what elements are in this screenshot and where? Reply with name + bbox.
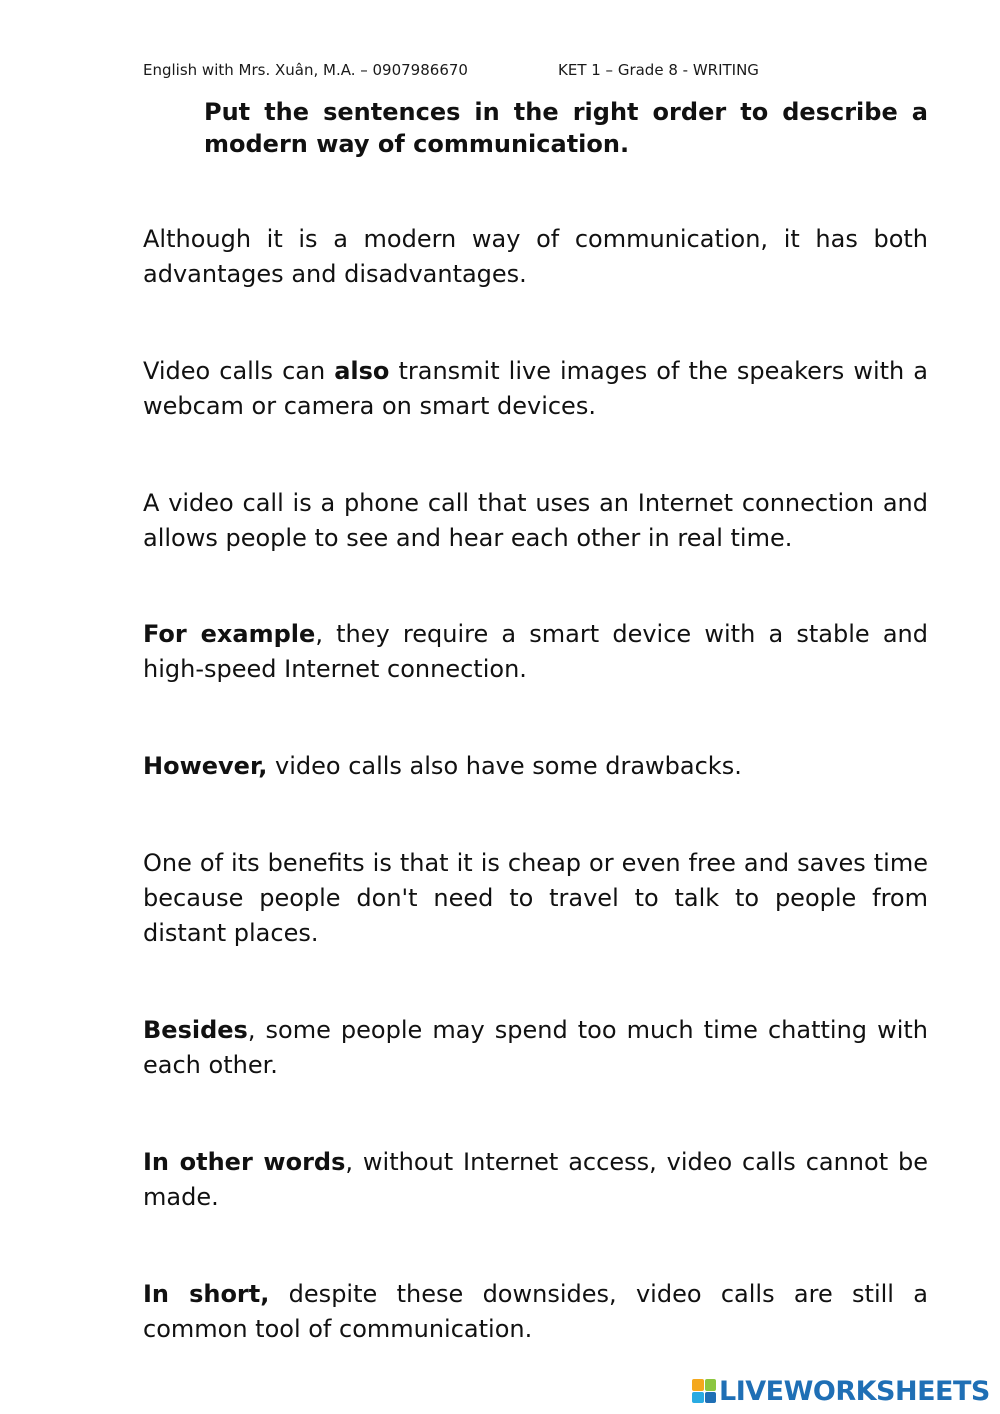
logo-square-3	[692, 1392, 704, 1404]
sentence-8-lead: In other words	[143, 1148, 346, 1176]
sentence-2	[143, 354, 928, 424]
sentence-4	[143, 617, 928, 687]
sentence-9-lead: In short,	[143, 1280, 270, 1308]
logo-square-1	[692, 1379, 704, 1391]
sentence-4-text: , they require a smart device with a stable and high-speed Internet connection.	[143, 620, 928, 683]
sentence-6-text: One of its benefits is that it is cheap or even free and saves time because people don't need to travel to talk to people from distant places.	[143, 849, 928, 947]
sentence-9	[143, 1277, 928, 1347]
sentence-2-after: transmit live images of the speakers with a webcam or camera on smart devices.	[143, 357, 928, 420]
sentence-5	[143, 749, 928, 784]
sentence-8	[143, 1145, 928, 1215]
sentence-1	[143, 222, 928, 292]
sentence-2-bold: also	[334, 357, 390, 385]
header-teacher-contact: English with Mrs. Xuân, M.A. – 0907986670	[143, 61, 468, 79]
page-header	[143, 61, 759, 79]
logo-wordmark: LIVEWORKSHEETS	[719, 1375, 990, 1407]
liveworksheets-logo	[692, 1374, 990, 1408]
task-instruction: Put the sentences in the right order to describe a modern way of communication.	[204, 98, 928, 158]
logo-square-4	[705, 1392, 717, 1404]
sentence-7-lead: Besides	[143, 1016, 248, 1044]
logo-square-2	[705, 1379, 717, 1391]
sentence-3-text: A video call is a phone call that uses an Internet connection and allows people to see and hear each other in real time.	[143, 489, 928, 552]
sentence-1-text: Although it is a modern way of communication, it has both advantages and disadvantages.	[143, 225, 928, 288]
sentence-8-text: , without Internet access, video calls cannot be made.	[143, 1148, 929, 1211]
sentence-3	[143, 486, 928, 556]
sentence-9-text: despite these downsides, video calls are still a common tool of communication.	[143, 1280, 928, 1343]
sentence-5-lead: However,	[143, 752, 268, 780]
liveworksheets-logo-icon	[692, 1379, 716, 1403]
sentence-5-text: video calls also have some drawbacks.	[267, 752, 742, 780]
sentence-7-text: , some people may spend too much time chatting with each other.	[143, 1016, 928, 1079]
sentence-7	[143, 1013, 928, 1083]
sentence-6	[143, 846, 928, 951]
sentence-2-before: Video calls can	[143, 357, 335, 385]
header-course-info: KET 1 – Grade 8 - WRITING	[558, 61, 759, 79]
sentence-4-lead: For example	[143, 620, 316, 648]
